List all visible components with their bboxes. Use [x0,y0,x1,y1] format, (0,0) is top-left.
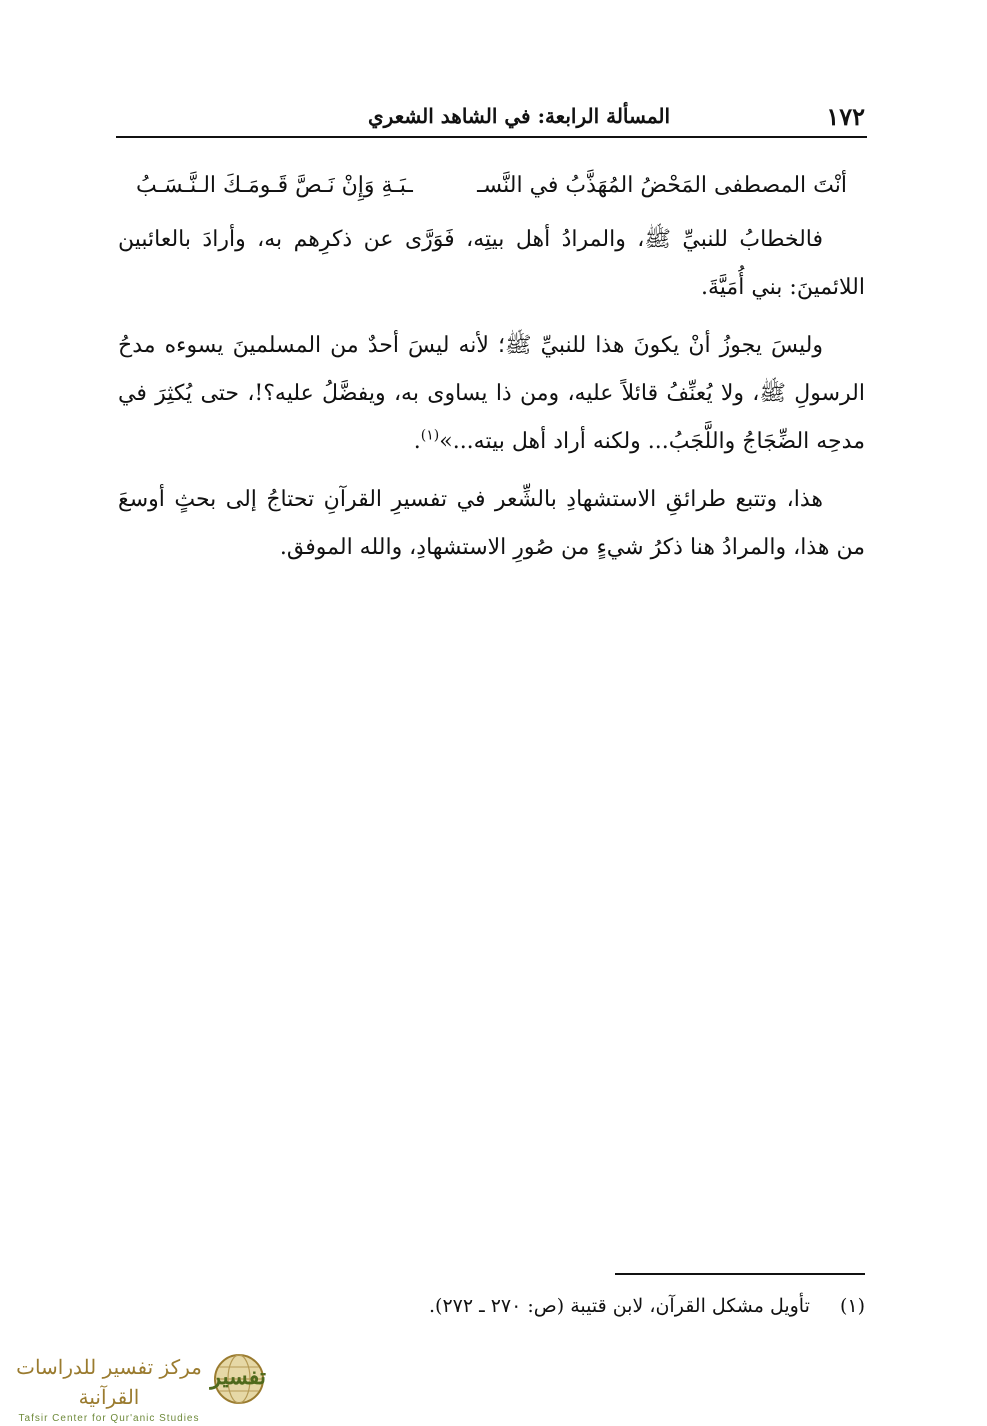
main-text [118,162,865,582]
footnote-text: تأويل مشكل القرآن، لابن قتيبة (ص: ٢٧٠ ـ ٢٧٢). [428,1295,810,1317]
logo-arabic-name: مركز تفسير للدراسات القرآنية [16,1355,202,1409]
verse-first-hemistich: أنْتَ المصطفى المَحْضُ المُهَذَّبُ في النَّسـ [477,173,847,198]
publisher-logo [4,1350,266,1424]
logo-mark-text: تفسير [210,1364,266,1390]
paragraph-1-text: فالخطابُ للنبيِّ ﷺ، والمرادُ أهل بيتِه، فَوَرَّى عن ذكرِهم به، وأرادَ بالعائبين اللائمينَ: بني أُمَيَّةَ. [118,227,865,300]
logo-english-name: Tafsir Center for Qur'anic Studies [18,1413,200,1424]
footnotes [118,1290,865,1322]
verse-second-hemistich: ـبَـةِ وَإِنْ نَـصَّ قَـومَـكَ الـنَّـسَـبُ [136,173,413,198]
paragraph-3-text: هذا، وتتبع طرائقِ الاستشهادِ بالشِّعر في تفسيرِ القرآنِ تحتاجُ إلى بحثٍ أوسعَ من هذا، والمرادُ هنا ذكرُ شيءٍ من صُورِ الاستشهادِ، والله الموفق. [118,487,865,560]
running-title: المسألة الرابعة: في الشاهد الشعري [368,104,671,128]
page-header [118,96,865,136]
header-rule [116,136,867,138]
footnote-number: (١) [839,1295,865,1317]
logo-wordmark [4,1352,214,1424]
footnote-reference[interactable]: (١) [420,427,440,444]
footnote-item [118,1290,865,1322]
paragraph-2 [118,322,865,466]
poetry-verse [118,162,865,210]
paragraph-2-end: . [413,429,421,454]
footnote-rule [615,1273,865,1275]
page-number: ١٧٢ [826,101,865,131]
paragraph-1 [118,216,865,312]
paragraph-3 [118,476,865,572]
paragraph-2-text: وليسَ يجوزُ أنْ يكونَ هذا للنبيِّ ﷺ؛ لأنه ليسَ أحدٌ من المسلمينَ يسوءه مدحُ الرسولِ ﷺ، ولا يُعنِّفُ قائلاً عليه، ومن ذا يساوى به، ويفضَّلُ عليه؟!، حتى يُكثِرَ في مدحِه الضِّجَاجُ واللَّجَبُ... ولكنه أراد أهل بيته...» [118,333,865,454]
